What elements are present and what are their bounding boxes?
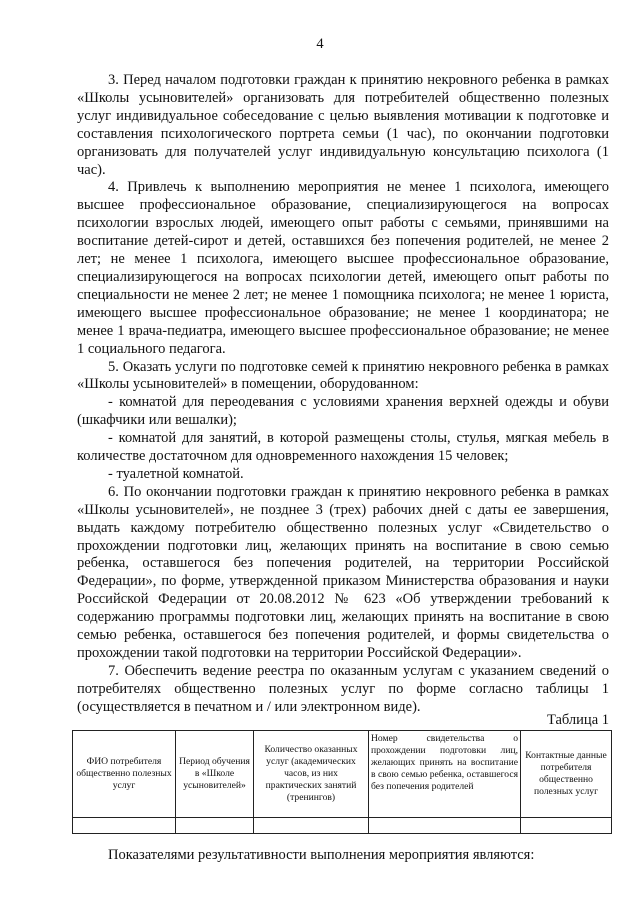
paragraph-item-3: 3. Перед началом подготовки граждан к принятию некровного ребенка в рамках «Школы усыновителей» организовать для потребителей общественно полезных услуг индивидуальное собеседование с целью выявления мотивации к подготовке и составления психологического портрета семьи (1 час), по окончании подготовки организовать для получателей услуг индивидуальную консультацию психолога (1 час). (77, 72, 609, 178)
body-text (77, 72, 609, 717)
table-cell (254, 818, 369, 834)
table-cell (521, 818, 612, 834)
list-item-restroom: - туалетной комнатой. (108, 465, 244, 482)
table-caption: Таблица 1 (546, 712, 609, 728)
paragraph-item-6: 6. По окончании подготовки граждан к принятию некровного ребенка в рамках «Школы усыновителей», не позднее 3 (трех) рабочих дней с даты ее завершения, выдать каждому потребителю общественно полезных услуг «Свидетельство о прохождении подготовки лиц, желающих принять на воспитание в свою семью ребенка, оставшегося без попечения родителей, на территории Российской Федерации», по форме, утвержденной приказом Министерства образования и науки Российской Федерации от 20.08.2012 № 623 «Об утверждении требований к содержанию программы подготовки лиц, желающих принять на воспитание в свою семью ребенка, оставшегося без попечения родителей, и формы свидетельства о прохождении такой подготовки на территории Российской Федерации». (77, 483, 609, 661)
table-cell (369, 818, 521, 834)
header-certificate-number: Номер свидетельства о прохождении подготовки лиц, желающих принять на воспитание в свою семью ребенка, оставшегося без попечения родителей (369, 731, 521, 818)
paragraph-item-4: 4. Привлечь к выполнению мероприятия не менее 1 психолога, имеющего высшее профессиональное образование, специализирующегося на вопросах психологии взрослых людей, имеющего опыт работы с семьями, принявшими на воспитание детей-сирот и детей, оставшихся без попечения родителей, не менее 2 лет; не менее 1 психолога, имеющего высшее профессиональное образование, специализирующегося на вопросах психологии детей, имеющего опыт работы по специальности не менее 2 лет; не менее 1 помощника психолога; не менее 1 юриста, имеющего высшее профессиональное образование; не менее 1 координатора; не менее 1 врача-педиатра, имеющего высшее профессиональное образование; не менее 1 социального педагога. (77, 179, 609, 357)
results-indicator-line: Показателями результативности выполнения мероприятия являются: (108, 847, 535, 863)
paragraph-item-5: 5. Оказать услуги по подготовке семей к принятию некровного ребенка в рамках «Школы усыновителей» в помещении, оборудованном: (77, 358, 609, 393)
list-item-dressing-room: - комнатой для переодевания с условиями хранения верхней одежды и обуви (шкафчики или вешалки); (77, 394, 609, 429)
page-number: 4 (316, 36, 324, 52)
header-client-name: ФИО потребителя общественно полезных услуг (73, 731, 176, 818)
header-service-hours: Количество оказанных услуг (академических часов, из них практических занятий (тренингов) (254, 731, 369, 818)
table-header-row (73, 731, 612, 818)
table-cell (73, 818, 176, 834)
table-cell (176, 818, 254, 834)
header-training-period: Период обучения в «Школе усыновителей» (176, 731, 254, 818)
list-item-classroom: - комнатой для занятий, в которой размещены столы, стулья, мягкая мебель в количестве достаточном для одновременного нахождения 15 человек; (77, 430, 609, 465)
header-contact-data: Контактные данные потребителя общественно полезных услуг (521, 731, 612, 818)
paragraph-item-7: 7. Обеспечить ведение реестра по оказанным услугам с указанием сведений о потребителях общественно полезных услуг по форме согласно таблицы 1 (осуществляется в печатном и / или электронном виде). (77, 662, 609, 715)
registry-table (72, 730, 612, 834)
table-row (73, 818, 612, 834)
